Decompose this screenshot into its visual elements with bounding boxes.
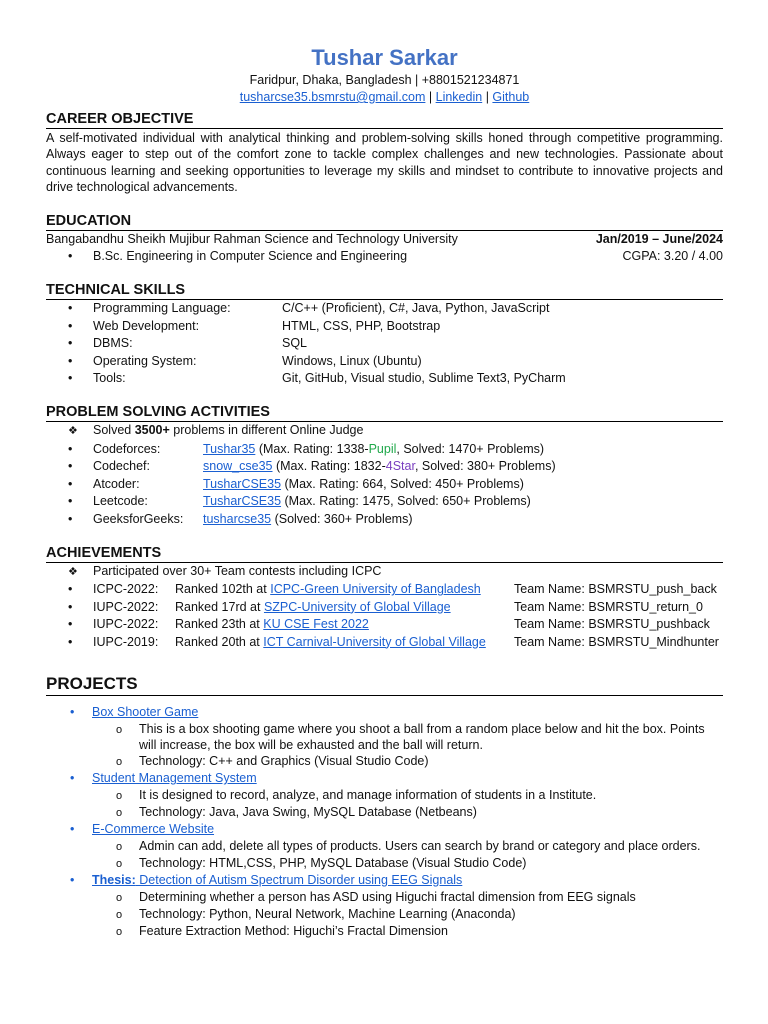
team-name: Team Name: BSMRSTU_push_back	[514, 582, 717, 597]
judge-handle-link[interactable]: tusharcse35	[203, 511, 272, 526]
bullet-icon	[46, 511, 79, 528]
circle-bullet-icon	[46, 889, 139, 906]
project-detail	[46, 838, 723, 855]
contact-line: Faridpur, Dhaka, Bangladesh | +8801521234871	[249, 73, 520, 87]
rank-text: Ranked 102th at	[175, 582, 271, 597]
section-title-education: EDUCATION	[46, 212, 723, 231]
judge-stats: (Max. Rating: 664, Solved: 450+ Problems)	[281, 476, 524, 491]
skill-label: Tools:	[93, 371, 126, 386]
judge-row	[46, 458, 723, 475]
achievement-row	[46, 634, 723, 651]
judge-label: Atcoder:	[93, 476, 140, 491]
section-title-objective: CAREER OBJECTIVE	[46, 110, 723, 129]
bullet-icon	[46, 704, 92, 721]
project-detail	[46, 787, 723, 804]
project-item	[46, 821, 723, 838]
project-item	[46, 770, 723, 787]
separator: |	[428, 90, 433, 104]
rank-text: Ranked 23th at	[175, 617, 264, 632]
list-item	[46, 370, 723, 387]
circle-bullet-icon	[46, 721, 139, 753]
detail-text: It is designed to record, analyze, and manage information of students in a Institute.	[139, 787, 597, 802]
achievement-row	[46, 599, 723, 616]
separator: |	[485, 90, 489, 104]
degree-row	[46, 248, 723, 265]
summary-text: Solved	[93, 423, 135, 438]
bullet-icon	[46, 770, 92, 787]
project-detail	[46, 721, 723, 753]
achievements-summary-text: Participated over 30+ Team contests including ICPC	[93, 563, 382, 578]
contest-label: IUPC-2022:	[93, 599, 159, 614]
achievement-row	[46, 616, 723, 633]
detail-text: This is a box shooting game where you shoot a ball from a random place below and hit the box. Points will increase, the box will be exhausted and the ball will return.	[139, 721, 705, 752]
judge-stats: (Max. Rating: 1475, Solved: 650+ Problems)	[281, 494, 531, 509]
judge-row	[46, 511, 723, 528]
team-name: Team Name: BSMRSTU_return_0	[514, 599, 703, 614]
bullet-icon	[46, 872, 92, 889]
judge-label: GeeksforGeeks:	[93, 511, 184, 526]
detail-text: Determining whether a person has ASD using Higuchi fractal dimension from EEG signals	[139, 889, 636, 904]
list-item	[46, 300, 723, 317]
detail-text: Technology: Python, Neural Network, Machine Learning (Anaconda)	[139, 906, 516, 921]
skill-value: Git, GitHub, Visual studio, Sublime Text3, PyCharm	[282, 371, 566, 386]
judge-row	[46, 476, 723, 493]
skill-value: SQL	[282, 336, 308, 351]
section-title-achievements: ACHIEVEMENTS	[46, 544, 723, 563]
skill-label: Operating System:	[93, 353, 197, 368]
judge-label: Codeforces:	[93, 441, 161, 456]
judge-label: Leetcode:	[93, 494, 148, 509]
degree-name: B.Sc. Engineering in Computer Science and Engineering	[93, 249, 408, 264]
event-link[interactable]: KU CSE Fest 2022	[263, 617, 369, 632]
project-detail	[46, 804, 723, 821]
bullet-icon	[46, 616, 79, 633]
achievements-summary	[46, 563, 723, 581]
bullet-icon	[46, 353, 79, 370]
bullet-icon	[46, 441, 79, 458]
detail-text: Technology: C++ and Graphics (Visual Studio Code)	[139, 753, 429, 768]
skill-value: C/C++ (Proficient), C#, Java, Python, JavaScript	[282, 301, 550, 316]
resume-page	[46, 44, 723, 940]
thesis-link[interactable]: Detection of Autism Spectrum Disorder using EEG Signals	[135, 873, 463, 888]
linkedin-link[interactable]: Linkedin	[435, 90, 483, 104]
judge-stats: (Max. Rating: 1338-	[255, 441, 369, 456]
project-detail	[46, 855, 723, 872]
contact-links	[46, 89, 723, 106]
contest-label: ICPC-2022:	[93, 582, 159, 597]
section-title-skills: TECHNICAL SKILLS	[46, 281, 723, 300]
bullet-icon	[46, 599, 79, 616]
achievement-row	[46, 581, 723, 598]
project-detail	[46, 889, 723, 906]
github-link[interactable]: Github	[492, 90, 530, 104]
project-link[interactable]: Student Management System	[92, 771, 257, 786]
judge-rank: 4Star	[385, 459, 415, 474]
skills-list	[46, 300, 723, 387]
event-link[interactable]: ICPC-Green University of Bangladesh	[270, 582, 481, 597]
circle-bullet-icon	[46, 804, 139, 821]
detail-text: Technology: Java, Java Swing, MySQL Database (Netbeans)	[139, 804, 477, 819]
skill-value: HTML, CSS, PHP, Bootstrap	[282, 318, 441, 333]
summary-text: problems in different Online Judge	[169, 423, 364, 438]
projects-list	[46, 704, 723, 940]
education-row	[46, 231, 723, 248]
diamond-bullet-icon	[46, 422, 79, 440]
cgpa: CGPA: 3.20 / 4.00	[622, 249, 723, 264]
bullet-icon	[46, 248, 79, 265]
skill-label: Web Development:	[93, 318, 200, 333]
university-name: Bangabandhu Sheikh Mujibur Rahman Science and Technology University	[46, 231, 458, 246]
event-link[interactable]: SZPC-University of Global Village	[263, 599, 451, 614]
bullet-icon	[46, 821, 92, 838]
detail-text: Admin can add, delete all types of products. Users can search by brand or category and place orders.	[139, 838, 701, 853]
rank-text: Ranked 20th at	[175, 634, 264, 649]
project-detail	[46, 753, 723, 770]
judge-stats: , Solved: 380+ Problems)	[414, 459, 556, 474]
bullet-icon	[46, 581, 79, 598]
section-title-problem-solving: PROBLEM SOLVING ACTIVITIES	[46, 403, 723, 422]
bullet-icon	[46, 634, 79, 651]
bullet-icon	[46, 370, 79, 387]
list-item	[46, 353, 723, 370]
judge-stats: (Solved: 360+ Problems)	[271, 511, 413, 526]
judge-row	[46, 493, 723, 510]
education-dates: Jan/2019 – June/2024	[595, 231, 723, 246]
judge-handle-link[interactable]: snow_cse35	[203, 459, 273, 474]
project-link[interactable]: E-Commerce Website	[92, 822, 215, 837]
diamond-bullet-icon	[46, 563, 79, 581]
bullet-icon	[46, 318, 79, 335]
judge-stats: , Solved: 1470+ Problems)	[396, 441, 545, 456]
candidate-name: Tushar Sarkar	[311, 45, 458, 70]
contest-label: IUPC-2022:	[93, 617, 159, 632]
skill-label: Programming Language:	[93, 301, 231, 316]
judge-stats: (Max. Rating: 1832-	[272, 459, 386, 474]
judge-handle-link[interactable]: TusharCSE35	[203, 476, 282, 491]
list-item	[46, 318, 723, 335]
contest-label: IUPC-2019:	[93, 634, 159, 649]
project-detail	[46, 906, 723, 923]
bullet-icon	[46, 300, 79, 317]
circle-bullet-icon	[46, 753, 139, 770]
circle-bullet-icon	[46, 787, 139, 804]
detail-text: Feature Extraction Method: Higuchi’s Fractal Dimension	[139, 924, 448, 939]
project-item	[46, 704, 723, 721]
circle-bullet-icon	[46, 838, 139, 855]
circle-bullet-icon	[46, 923, 139, 940]
judge-rank: Pupil	[368, 441, 397, 456]
email-link[interactable]: tusharcse35.bsmrstu@gmail.com	[239, 90, 426, 104]
objective-text: A self-motivated individual with analytical thinking and problem-solving skills honed through competitive programming. Always eager to step out of the comfort zone to tackle complex challenges and new technologies. Passionate about continuous learning and seeking opportunities to leverage my skills and mindset to contribute to innovative projects and drive technological advancements.	[46, 131, 723, 195]
bullet-icon	[46, 476, 79, 493]
bullet-icon	[46, 335, 79, 352]
circle-bullet-icon	[46, 906, 139, 923]
judge-handle-link[interactable]: TusharCSE35	[203, 494, 282, 509]
project-detail	[46, 923, 723, 940]
solved-summary	[46, 422, 723, 440]
circle-bullet-icon	[46, 855, 139, 872]
thesis-label[interactable]: Thesis:	[92, 873, 136, 888]
skill-value: Windows, Linux (Ubuntu)	[282, 353, 422, 368]
list-item	[46, 335, 723, 352]
judge-handle-link[interactable]: Tushar35	[203, 441, 256, 456]
section-title-projects: PROJECTS	[46, 673, 723, 696]
bullet-icon	[46, 458, 79, 475]
bullet-icon	[46, 493, 79, 510]
project-link[interactable]: Box Shooter Game	[92, 704, 199, 719]
solved-count: 3500+	[134, 423, 170, 438]
judge-row	[46, 441, 723, 458]
project-item	[46, 872, 723, 889]
skill-label: DBMS:	[93, 336, 133, 351]
event-link[interactable]: ICT Carnival-University of Global Village	[263, 634, 486, 649]
team-name: Team Name: BSMRSTU_Mindhunter	[514, 634, 719, 649]
team-name: Team Name: BSMRSTU_pushback	[514, 617, 710, 632]
detail-text: Technology: HTML,CSS, PHP, MySQL Database (Visual Studio Code)	[139, 855, 527, 870]
judge-label: Codechef:	[93, 459, 150, 474]
rank-text: Ranked 17rd at	[175, 599, 264, 614]
